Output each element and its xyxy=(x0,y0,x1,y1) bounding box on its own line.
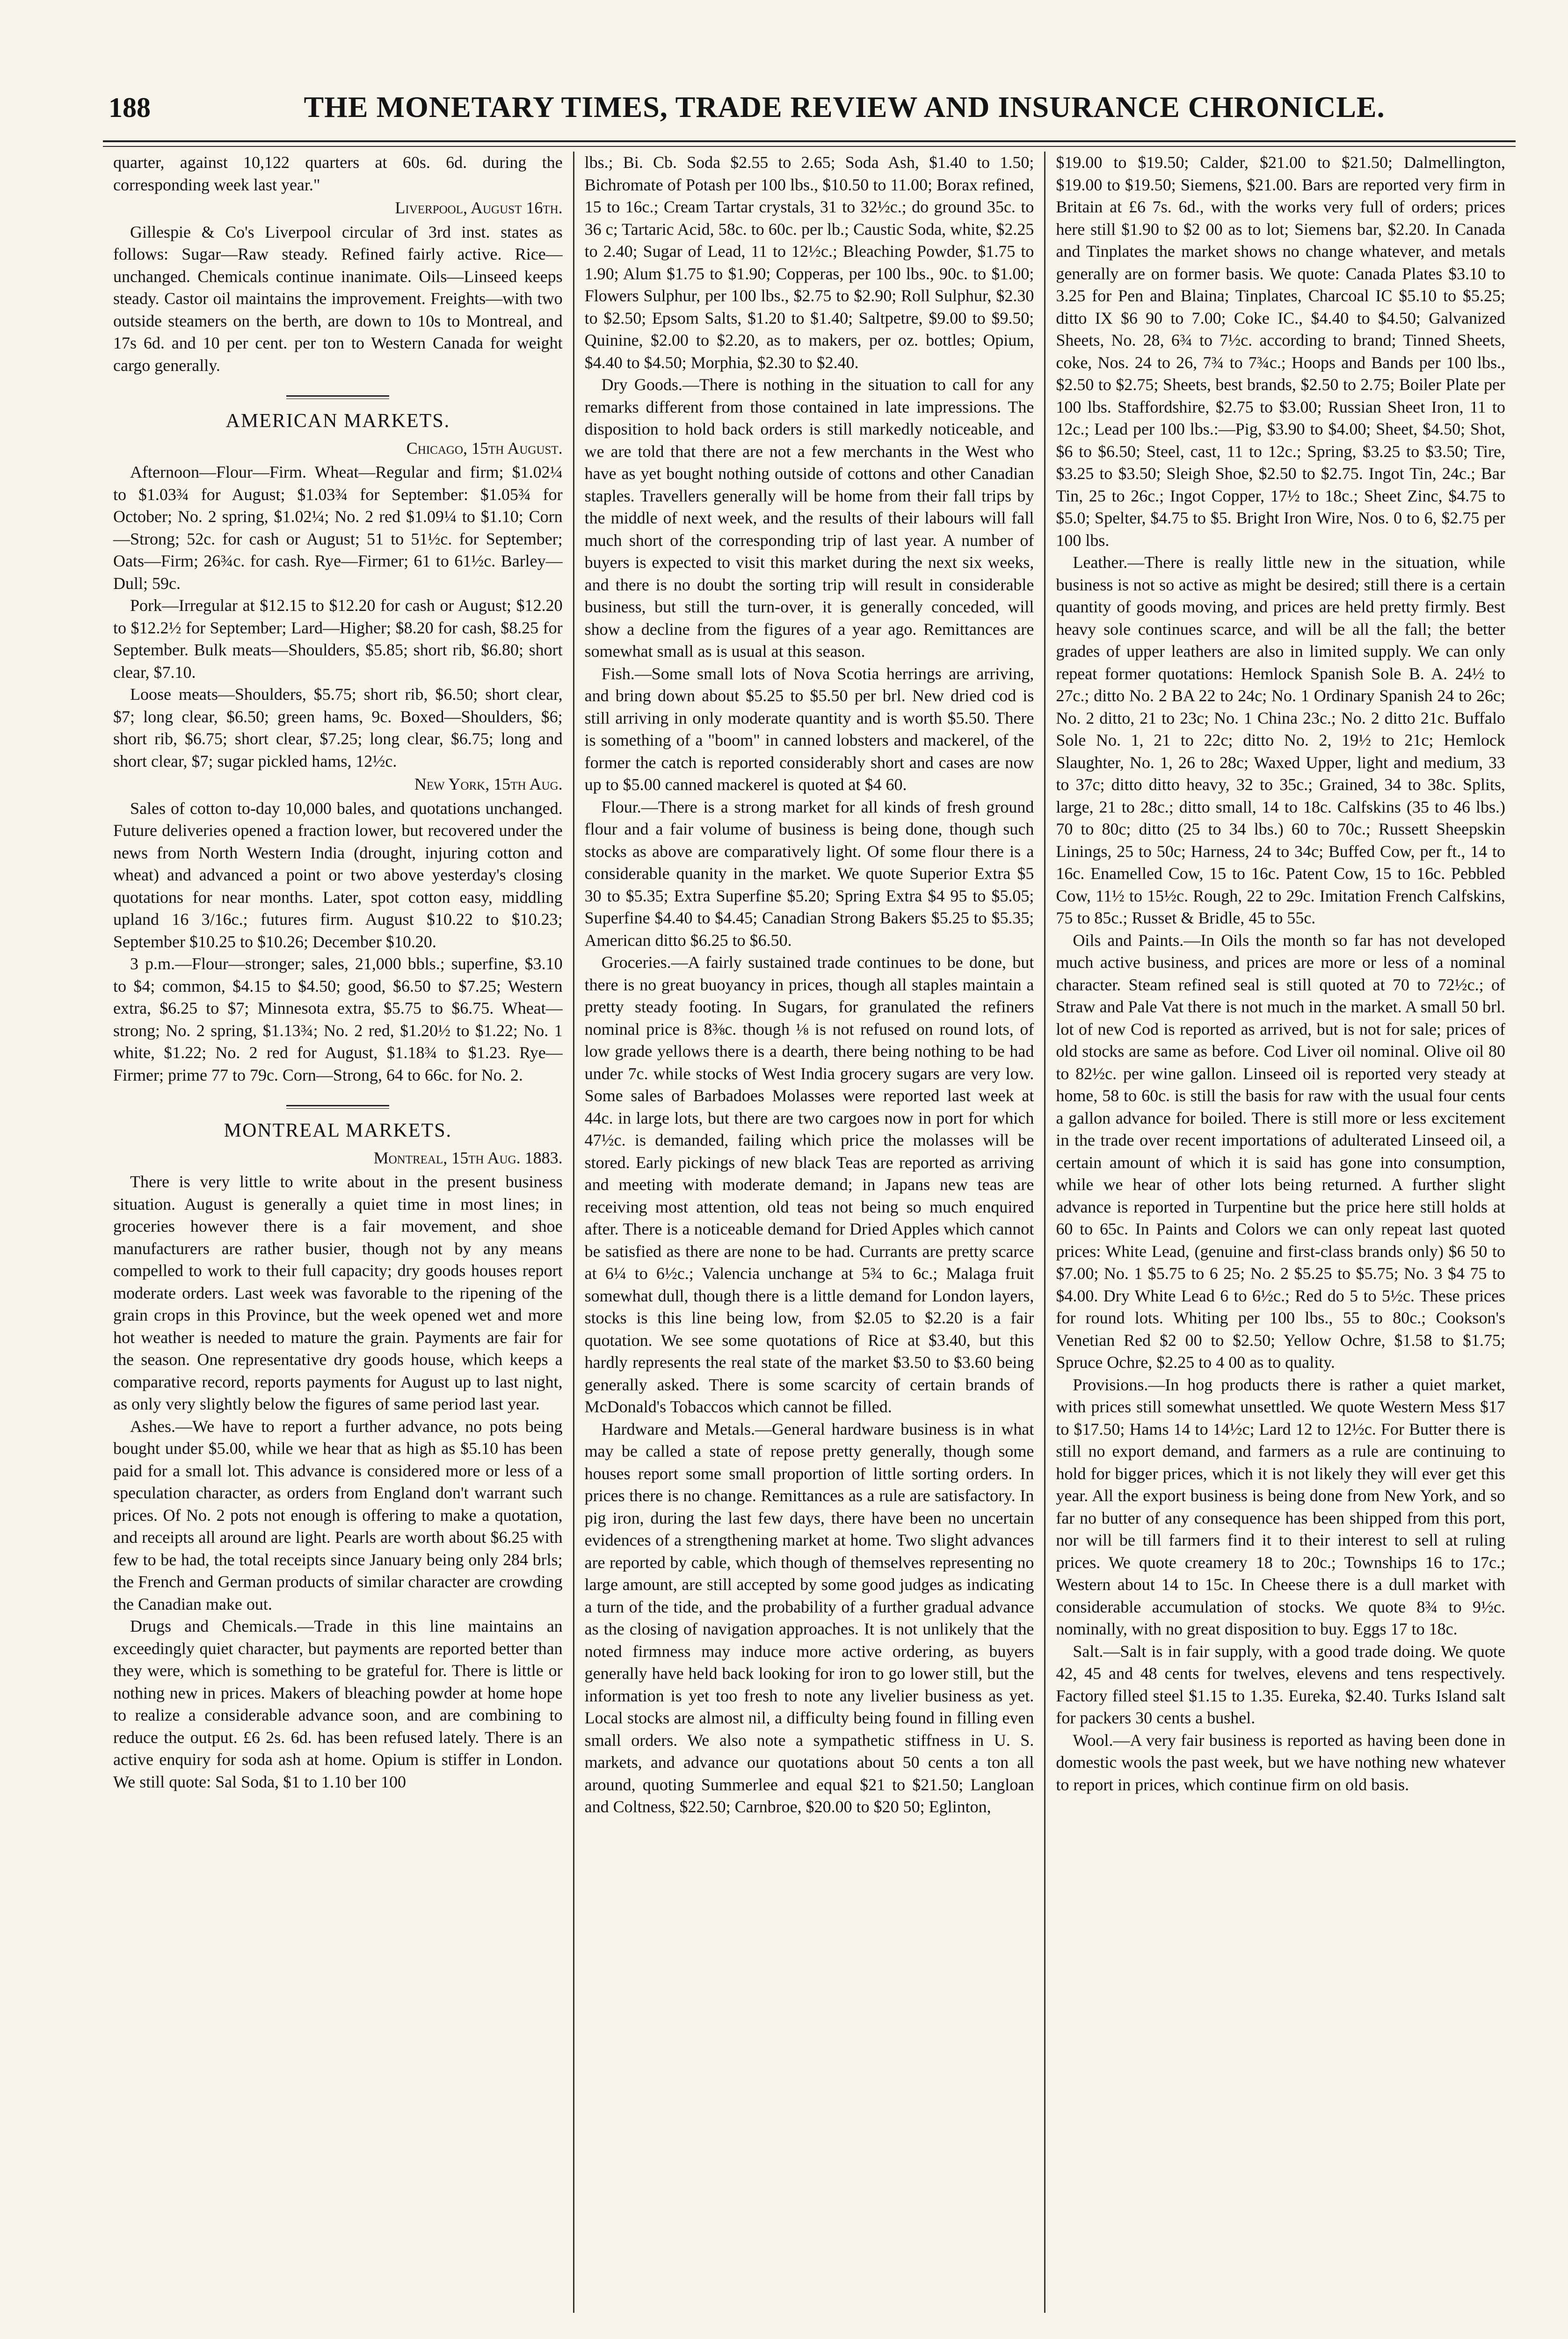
column-1 xyxy=(103,152,573,2313)
dateline-montreal: Montreal, 15th Aug. 1883. xyxy=(373,1148,563,1167)
header-rule xyxy=(103,140,1516,147)
page-number: 188 xyxy=(109,92,151,123)
page-header xyxy=(103,80,1516,140)
paragraph: Dry Goods.—There is nothing in the situation to call for any remarks different from those contained in late impressions. The disposition to hold back orders is still markedly noticeable, and we are told that there are not a few merchants in the West who have as yet bought nothing outside of cottons and other Canadian staples. Travellers generally will be home from their fall trips by the middle of next week, and the results of their labours will fall much short of the corresponding trip of last year. A number of buyers is expected to visit this market during the next six weeks, and there is no doubt the sorting trip will result in considerable business, but still the turn-over, it is generally conceded, will show a decline from the figures of a year ago. Remittances are somewhat small as is usual at this season. xyxy=(584,375,1034,661)
paragraph: Sales of cotton to-day 10,000 bales, and quotations unchanged. Future deliveries opened a fraction lower, but recovered under the news from North Western India (drought, injuring cotton and wheat) and advanced a point or two above yesterday's closing quotations for near months. Later, spot cotton easy, middling upland 16 3/16c.; futures firm. August $10.22 to $10.23; September $10.25 to $10.26; December $10.20. xyxy=(113,799,563,951)
paragraph: Flour.—There is a strong market for all kinds of fresh ground flour and a fair volume of business is being done, though such stocks as above are comparatively light. Of some flour there is a considerable quanity in the market. We quote Superior Extra $5 30 to $5.35; Extra Superfine $5.20; Spring Extra $4 95 to $5.05; Superfine $4.40 to $4.45; Canadian Strong Bakers $5.25 to $5.35; American ditto $6.25 to $6.50. xyxy=(584,797,1034,950)
paragraph: Ashes.—We have to report a further advance, no pots being bought under $5.00, while we hear that as high as $5.10 has been paid for a small lot. This advance is considered more or less of a speculation character, as orders from England don't warrant such prices. Of No. 2 pots not enough is offering to make a quotation, and receipts all around are light. Pearls are worth about $6.25 with few to be had, the total receipts since January being only 284 brls; the French and German products of similar character are crowding the Canadian make out. xyxy=(113,1416,563,1613)
running-title: THE MONETARY TIMES, TRADE REVIEW AND INSURANCE CHRONICLE. xyxy=(304,90,1385,123)
paragraph: Afternoon—Flour—Firm. Wheat—Regular and firm; $1.02¼ to $1.03¾ for August; $1.03¾ for September: $1.05¾ for October; No. 2 spring, $1.02¼; No. 2 red $1.09¼ to $1.10; Corn—Strong; 52c. for cash or August; 51 to 51½c. for September; Oats—Firm; 26¾c. for cash. Rye—Firmer; 61 to 61½c. Barley—Dull; 59c. xyxy=(113,463,563,593)
column-2 xyxy=(573,152,1045,2313)
paragraph: 3 p.m.—Flour—stronger; sales, 21,000 bbls.; superfine, $3.10 to $4; common, $4.15 to $4.50; good, $6.50 to $7.25; Western extra, $6.25 to $7; Minnesota extra, $5.75 to $6.75. Wheat—strong; No. 2 spring, $1.13¾; No. 2 red, $1.20½ to $1.22; No. 1 white, $1.22; No. 2 red for August, $1.18¾ to $1.23. Rye—Firmer; prime 77 to 79c. Corn—Strong, 64 to 66c. for No. 2. xyxy=(113,954,563,1084)
newspaper-page xyxy=(103,80,1516,2316)
paragraph: Provisions.—In hog products there is rather a quiet market, with prices still somewhat unsettled. We quote Western Mess $17 to $17.50; Hams 14 to 14½c; Lard 12 to 12½c. For Butter there is still no export demand, and farmers as a rule are continuing to hold for bigger prices, which it is not likely they will ever get this year. All the export business is being done from New York, and so far no butter of any consequence has been shipped from this port, nor will be till farmers find it to their interest to sell at ruling prices. We quote creamery 18 to 20c.; Townships 16 to 17c.; Western about 14 to 15c. In Cheese there is a dull market with considerable accumulation of stocks. We quote 8¾ to 9½c. nominally, with no great disposition to buy. Eggs 17 to 18c. xyxy=(1056,1375,1506,1638)
paragraph: Wool.—A very fair business is reported as having been done in domestic wools the past week, but we have nothing new whatever to report in prices, which continue firm on old basis. xyxy=(1056,1730,1506,1794)
section-divider xyxy=(286,395,389,399)
paragraph: Pork—Irregular at $12.15 to $12.20 for cash or August; $12.20 to $12.2½ for September; Lard—Higher; $8.20 for cash, $8.25 for September. Bulk meats—Shoulders, $5.85; short rib, $6.80; short clear, $7.10. xyxy=(113,596,563,682)
section-heading-american: AMERICAN MARKETS. xyxy=(225,410,450,432)
paragraph: quarter, against 10,122 quarters at 60s. 6d. during the corresponding week last year." xyxy=(113,153,563,194)
column-3 xyxy=(1044,152,1516,2313)
paragraph: Loose meats—Shoulders, $5.75; short rib, $6.50; short clear, $7; long clear, $6.50; green hams, 9c. Boxed—Shoulders, $6; short rib, $6.75; short clear, $7.25; long clear, $6.75; long and short clear, $7; sugar pickled hams, 12½c. xyxy=(113,685,563,770)
dateline-liverpool: Liverpool, August 16th. xyxy=(395,198,563,217)
paragraph: Hardware and Metals.—General hardware business is in what may be called a state of repose pretty generally, though some houses report some small proportion of little sorting orders. In prices there is no change. Remittances as a rule are satisfactory. In pig iron, during the last few days, there have been no uncertain evidences of a strengthening market at home. Two slight advances are reported by cable, which though of themselves representing no large amount, are still accepted by some good judges as indicating a turn of the tide, and the probability of a further gradual advance as the closing of navigation approaches. It is not unlikely that the noted firmness may induce more active ordering, as buyers generally have held back looking for iron to go lower still, but the information is yet too fresh to note any livelier business as yet. Local stocks are almost nil, a difficulty being found in filling even small orders. We also note a sympathetic stiffness in U. S. markets, and advance our quotations about 50 cents a ton all around, quoting Summerlee and equal $21 to $21.50; Langloan and Coltness, $22.50; Carnbroe, $20.00 to $20 50; Eglinton, xyxy=(584,1419,1034,1816)
dateline-newyork: New York, 15th Aug. xyxy=(414,775,563,793)
dateline-chicago: Chicago, 15th August. xyxy=(406,438,563,458)
paragraph: $19.00 to $19.50; Calder, $21.00 to $21.50; Dalmellington, $19.00 to $19.50; Siemens, $21.00. Bars are reported very firm in Britain at £6 7s. 6d., with the works very full of orders; prices here still $1.90 to $2 00 as to lot; Siemens bar, $2.20. In Canada and Tinplates the market shows no change whatever, and metals generally are on former basis. We quote: Canada Plates $3.10 to 3.25 for Pen and Blaina; Tinplates, Charcoal IC $5.10 to $5.25; ditto IX $6 90 to 7.00; Coke IC., $4.40 to $4.50; Galvanized Sheets, No. 28, 6¾ to 7½c. according to brand; Tinned Sheets, coke, Nos. 24 to 26, 7¾ to 7¾c.; Hoops and Bands per 100 lbs., $2.50 to $2.75; Sheets, best brands, $2.50 to 2.75; Boiler Plate per 100 lbs. Staffordshire, $2.75 to $3.00; Russian Sheet Iron, 11 to 12c.; Lead per 100 lbs.:—Pig, $3.90 to $4.00; Sheet, $4.50; Shot, $6 to $6.50; Steel, cast, 11 to 12c.; Spring, $3.25 to $3.50; Tire, $3.25 to $3.50; Sleigh Shoe, $2.50 to $2.75. Ingot Tin, 24c.; Bar Tin, 25 to 26c.; Ingot Copper, 17½ to 18c.; Sheet Zinc, $4.75 to $5.0; Spelter, $4.75 to $5. Bright Iron Wire, Nos. 0 to 6, $2.75 per 100 lbs. xyxy=(1056,153,1506,550)
paragraph: Fish.—Some small lots of Nova Scotia herrings are arriving, and bring down about $5.25 to $5.50 per brl. New dried cod is still arriving in only moderate quantity and is worth $5.50. There is something of a "boom" in canned lobsters and mackerel, of the former the catch is reported considerably short and cases are now up to $5.00 canned mackerel is quoted at $4 60. xyxy=(584,664,1034,794)
paragraph: Drugs and Chemicals.—Trade in this line maintains an exceedingly quiet character, but payments are reported better than they were, which is something to be grateful for. There is little or nothing new in prices. Makers of bleaching powder at home hope to realize a considerable advance soon, and are combining to reduce the output. £6 2s. 6d. has been refused lately. There is an active enquiry for soda ash at home. Opium is stiffer in London. We still quote: Sal Soda, $1 to 1.10 ber 100 xyxy=(113,1617,563,1791)
paragraph: Salt.—Salt is in fair supply, with a good trade doing. We quote 42, 45 and 48 cents for twelves, elevens and tens respectively. Factory filled steel $1.15 to 1.35. Eureka, $2.40. Turks Island salt for packers 30 cents a bushel. xyxy=(1056,1642,1506,1727)
paragraph: Groceries.—A fairly sustained trade continues to be done, but there is no great buoyancy in prices, though all staples maintain a pretty steady footing. In Sugars, for granulated the refiners nominal price is 8⅜c. though ⅛ is not refused on round lots, of low grade yellows there is a dearth, there being nothing to be had under 7c. while stocks of West India grocery sugars are very low. Some sales of Barbadoes Molasses were reported last week at 44c. in large lots, but there are two cargoes now in port for which 47½c. is demanded, failing which price the molasses will be stored. Early pickings of new black Teas are reported as arriving and meeting with moderate demand; in Japans new teas are receiving most attention, old teas not being so much enquired after. There is a noticeable demand for Dried Apples which cannot be satisfied as there are none to be had. Currants are pretty scarce at 6¼ to 6½c.; Valencia unchange at 5¾ to 6c.; Malaga fruit somewhat dull, though there is a little demand for London layers, stocks is this line being low, from $2.05 to $2.20 is a fair quotation. We see some quotations of Rice at $3.40, but this hardly represents the real state of the market $3.50 to $3.60 being generally asked. There is some scarcity of certain brands of McDonald's Tobaccos which cannot be filled. xyxy=(584,953,1034,1416)
paragraph: Gillespie & Co's Liverpool circular of 3rd inst. states as follows: Sugar—Raw steady. Refined fairly active. Rice—unchanged. Chemicals continue inanimate. Oils—Linseed keeps steady. Castor oil maintains the improvement. Freights—with two outside steamers on the berth, are down to 10s to Montreal, and 17s 6d. and 10 per cent. per ton to Western Canada for weight cargo generally. xyxy=(113,222,563,375)
paragraph: Leather.—There is really little new in the situation, while business is not so active as might be desired; still there is a certain quantity of goods moving, and prices are held pretty firmly. Best heavy sole continues scarce, and will be all the fall; the better grades of upper leathers are also in limited supply. We can only repeat former quotations: Hemlock Spanish Sole B. A. 24½ to 27c.; ditto No. 2 BA 22 to 24c; No. 1 Ordinary Spanish 24 to 26c; No. 2 ditto, 21 to 23c; No. 1 China 23c.; No. 2 ditto 21c. Buffalo Sole No. 1, 21 to 22c; ditto No. 2, 19½ to 21c; Hemlock Slaughter, No. 1, 26 to 28c; Waxed Upper, light and medium, 33 to 37c; ditto ditto heavy, 32 to 35c.; Grained, 34 to 38c. Splits, large, 21 to 28c.; ditto small, 14 to 18c. Calfskins (35 to 46 lbs.) 70 to 80c; ditto (25 to 34 lbs.) 60 to 70c.; Russett Sheepskin Linings, 25 to 50c; Harness, 24 to 34c; Buffed Cow, per ft., 14 to 16c. Enamelled Cow, 15 to 16c. Patent Cow, 15 to 16c. Pebbled Cow, 11½ to 15½c. Rough, 22 to 29c. Imitation French Calfskins, 75 to 85c.; Russet & Bridle, 45 to 55c. xyxy=(1056,553,1506,927)
section-heading-montreal: MONTREAL MARKETS. xyxy=(224,1120,452,1141)
paragraph: Oils and Paints.—In Oils the month so far has not developed much active business, and prices are more or less of a nominal character. Steam refined seal is still quoted at 70 to 72½c.; of Straw and Pale Vat there is not much in the market. A small 50 brl. lot of new Cod is reported as arrived, but is not for sale; prices of old stocks are same as before. Cod Liver oil nominal. Olive oil 80 to 82½c. per wine gallon. Linseed oil is reported very steady at home, 58 to 60c. is still the basis for raw with the usual four cents a gallon advance for boiled. There is still more or less excitement in the trade over recent importations of adulterated Linseed oil, a certain amount of which it is said has gone into consumption, while we hear of other lots being returned. A further slight advance is reported in Turpentine but the price here still holds at 60 to 65c. In Paints and Colors we can only repeat last quoted prices: White Lead, (genuine and first-class brands only) $6 50 to $7.00; No. 1 $5.75 to 6 25; No. 2 $5.25 to $5.75; No. 3 $4 75 to $4.00. Dry White Lead 6 to 6½c.; Red do 5 to 5½c. These prices for round lots. Whiting per 100 lbs., 55 to 80c.; Cookson's Venetian Red $2 00 to $2.50; Yellow Ochre, $1.58 to $1.75; Spruce Ochre, $2.25 to 4 00 as to quality. xyxy=(1056,930,1506,1372)
section-divider xyxy=(286,1105,389,1109)
columns xyxy=(103,152,1516,2313)
paragraph: There is very little to write about in the present business situation. August is generally a quiet time in most lines; in groceries however there is a fair movement, and shoe manufacturers are rather busier, though not by any means compelled to work to their full capacity; dry goods houses report moderate orders. Last week was favorable to the ripening of the grain crops in this Province, but the week opened wet and more hot weather is needed to mature the grain. Payments are fair for the season. One representative dry goods house, which keeps a comparative record, reports payments for August up to last night, as only very slightly below the figures of same period last year. xyxy=(113,1172,563,1413)
paragraph: lbs.; Bi. Cb. Soda $2.55 to 2.65; Soda Ash, $1.40 to 1.50; Bichromate of Potash per 100 lbs., $10.50 to 11.00; Borax refined, 15 to 16c.; Cream Tartar crystals, 31 to 32½c.; do ground 35c. to 36 c; Tartaric Acid, 58c. to 60c. per lb.; Caustic Soda, white, $2.25 to 2.40; Sugar of Lead, 11 to 12½c.; Bleaching Powder, $1.75 to 1.90; Alum $1.75 to $1.90; Copperas, per 100 lbs., 90c. to $1.00; Flowers Sulphur, per 100 lbs., $2.75 to $2.90; Roll Sulphur, $2.30 to $2.50; Epsom Salts, $1.20 to $1.40; Saltpetre, $9.00 to $9.50; Quinine, $2.00 to $2.20, as to makers, per oz. bottles; Opium, $4.40 to $4.50; Morphia, $2.30 to $2.40. xyxy=(584,153,1034,372)
